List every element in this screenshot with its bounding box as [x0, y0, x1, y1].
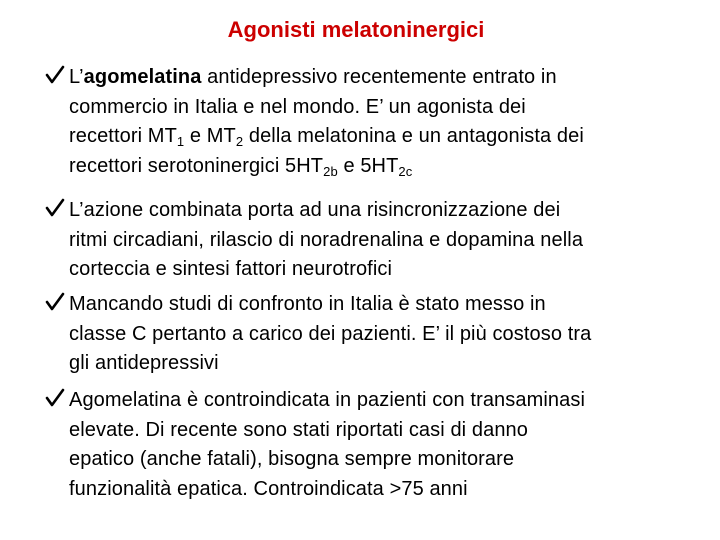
- bullet-line: Mancando studi di confronto in Italia è stato messo in: [69, 293, 546, 315]
- bullet-line: Agomelatina è controindicata in pazienti con transaminasi: [69, 389, 585, 411]
- checkmark-icon: [44, 64, 66, 86]
- bullet-line: corteccia e sintesi fattori neurotrofici: [69, 258, 393, 281]
- text-fragment: antidepressivo recentemente entrato in: [201, 66, 557, 88]
- bullet-text: [69, 196, 694, 285]
- text-fragment: recettori serotoninergici 5HT: [69, 154, 324, 177]
- text-fragment: recettori MT: [69, 125, 177, 148]
- bullet-line: gli antidepressivi: [69, 352, 219, 375]
- text-fragment: L’: [69, 66, 84, 88]
- text-fragment: e MT: [184, 125, 236, 148]
- slide-title: Agonisti melatoninergici: [227, 17, 485, 42]
- bullet-line: ritmi circadiani, rilascio di noradrenalina e dopamina nella: [69, 228, 584, 251]
- bullet-line: [69, 122, 694, 152]
- text-fragment: e 5HT: [337, 154, 399, 177]
- bullet-line: classe C pertanto a carico dei pazienti. E’ il più costoso tra: [69, 322, 592, 345]
- subscript: 1: [176, 134, 185, 150]
- bullet-item: [44, 63, 694, 181]
- bold-term: agomelatina: [83, 66, 202, 88]
- bullet-text: [69, 290, 694, 379]
- bullet-text: [69, 63, 694, 181]
- bullet-line: L’azione combinata porta ad una risincronizzazione dei: [69, 199, 561, 221]
- checkmark-icon: [44, 387, 66, 409]
- bullet-line: funzionalità epatica. Controindicata >75 anni: [69, 477, 468, 500]
- bullet-line: epatico (anche fatali), bisogna sempre monitorare: [69, 448, 515, 471]
- bullet-item: [44, 290, 694, 379]
- bullet-line: commercio in Italia e nel mondo. E’ un agonista dei: [69, 95, 526, 118]
- bullet-line: [69, 63, 694, 93]
- bullet-text: [69, 386, 694, 504]
- text-fragment: della melatonina e un antagonista dei: [243, 125, 584, 148]
- bullet-item: [44, 196, 694, 285]
- subscript: 2: [235, 134, 244, 150]
- bullet-line: [69, 152, 694, 182]
- subscript: 2b: [323, 163, 338, 179]
- subscript: 2c: [398, 163, 413, 179]
- checkmark-icon: [44, 197, 66, 219]
- checkmark-icon: [44, 291, 66, 313]
- bullet-item: [44, 386, 694, 504]
- bullet-line: elevate. Di recente sono stati riportati casi di danno: [69, 418, 528, 441]
